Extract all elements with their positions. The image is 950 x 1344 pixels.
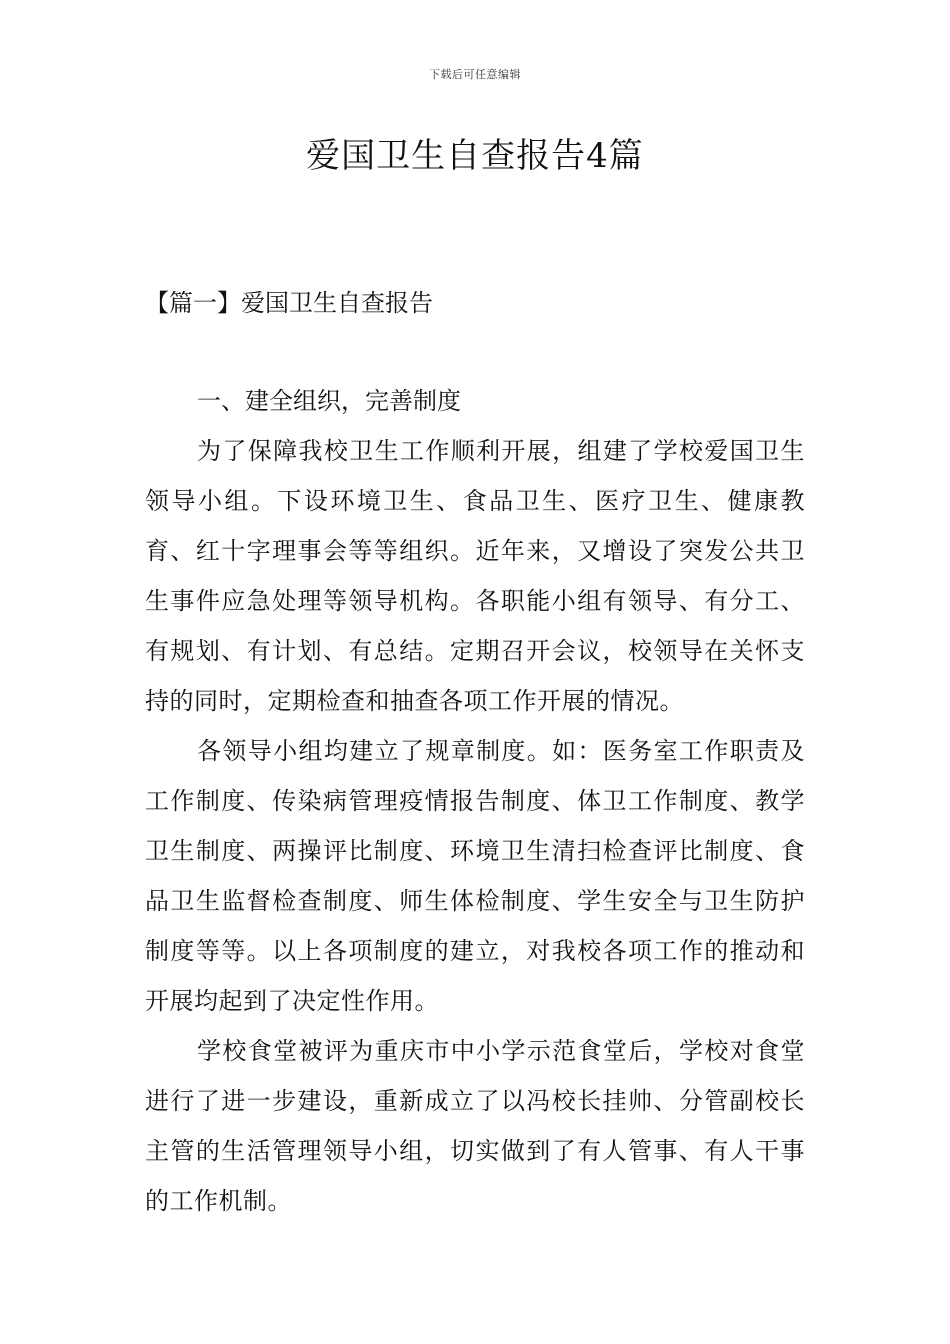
document-body (145, 376, 805, 1226)
section-heading: 【篇一】爱国卫生自查报告 (145, 289, 433, 317)
subheading: 一、建全组织，完善制度 (197, 387, 461, 415)
header-note: 下载后可任意编辑 (429, 68, 521, 81)
paragraph: 各领导小组均建立了规章制度。如：医务室工作职责及工作制度、传染病管理疫情报告制度、体卫工作制度、教学卫生制度、两操评比制度、环境卫生清扫检查评比制度、食品卫生监督检查制度、师生体检制度、学生安全与卫生防护制度等等。以上各项制度的建立，对我校各项工作的推动和开展均起到了决定性作用。 (145, 737, 805, 1015)
document-title: 爱国卫生自查报告4篇 (306, 136, 644, 176)
paragraph: 为了保障我校卫生工作顺利开展，组建了学校爱国卫生领导小组。下设环境卫生、食品卫生、医疗卫生、健康教育、红十字理事会等等组织。近年来，又增设了突发公共卫生事件应急处理等领导机构。各职能小组有领导、有分工、有规划、有计划、有总结。定期召开会议，校领导在关怀支持的同时，定期检查和抽查各项工作开展的情况。 (145, 437, 805, 715)
paragraph: 学校食堂被评为重庆市中小学示范食堂后，学校对食堂进行了进一步建设，重新成立了以冯校长挂帅、分管副校长主管的生活管理领导小组，切实做到了有人管事、有人干事的工作机制。 (145, 1037, 805, 1215)
